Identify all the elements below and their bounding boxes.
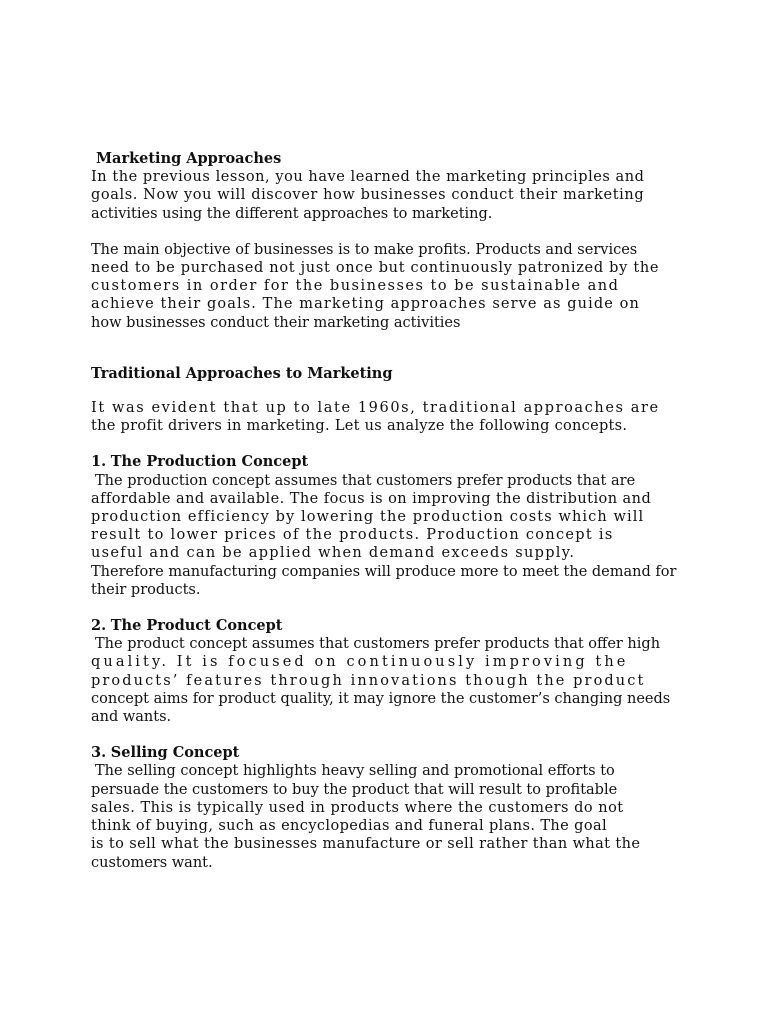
concept-section-selling xyxy=(91,744,691,871)
page-title: Marketing Approaches xyxy=(96,150,282,167)
intro-paragraph xyxy=(91,168,691,223)
concept-line: The product concept assumes that customers prefer products that offer high xyxy=(95,636,661,653)
concept-line: and wants. xyxy=(91,709,172,726)
concept-line: their products. xyxy=(91,581,201,598)
concept-line: sales. This is typically used in products where the customers do not xyxy=(91,799,624,816)
concept-title: Selling Concept xyxy=(110,744,240,762)
objective-paragraph xyxy=(91,241,691,332)
concept-line: is to sell what the businesses manufacture or sell rather than what the xyxy=(91,836,641,853)
intro-line: In the previous lesson, you have learned the marketing principles and xyxy=(91,169,645,186)
concept-line: useful and can be applied when demand exceeds supply. xyxy=(91,545,576,562)
concept-line: Therefore manufacturing companies will produce more to meet the demand for xyxy=(91,563,677,580)
concept-line: result to lower prices of the products. Production concept is xyxy=(91,527,614,544)
concept-title: The Production Concept xyxy=(110,453,309,471)
concept-line: think of buying, such as encyclopedias and funeral plans. The goal xyxy=(91,818,608,835)
objective-line: need to be purchased not just once but continuously patronized by the xyxy=(91,260,660,277)
traditional-line: It was evident that up to late 1960s, traditional approaches are xyxy=(91,400,660,417)
objective-line: The main objective of businesses is to make profits. Products and services xyxy=(91,241,638,258)
document-body xyxy=(91,150,691,890)
concept-line: The production concept assumes that customers prefer products that are xyxy=(95,472,636,489)
concept-line: products’ features through innovations though the product xyxy=(91,672,646,689)
concept-number: 1. xyxy=(91,453,107,471)
concept-section-production xyxy=(91,453,691,599)
concept-number: 3. xyxy=(91,744,107,762)
concept-heading xyxy=(91,617,691,635)
intro-line: activities using the different approaches to marketing. xyxy=(91,205,493,222)
concept-line: customers want. xyxy=(91,854,213,871)
concept-number: 2. xyxy=(91,617,107,635)
objective-line: customers in order for the businesses to be sustainable and xyxy=(91,278,620,295)
concept-heading xyxy=(91,744,691,762)
traditional-paragraph xyxy=(91,399,691,435)
concept-line: concept aims for product quality, it may ignore the customer’s changing needs xyxy=(91,690,671,707)
concept-line: production efficiency by lowering the production costs which will xyxy=(91,509,645,526)
concept-title: The Product Concept xyxy=(110,617,283,635)
objective-line: achieve their goals. The marketing approaches serve as guide on xyxy=(91,296,640,313)
concept-line: affordable and available. The focus is on improving the distribution and xyxy=(91,490,652,507)
concept-heading xyxy=(91,453,691,471)
concept-line: quality. It is focused on continuously improving the xyxy=(91,654,629,671)
intro-line: goals. Now you will discover how businesses conduct their marketing xyxy=(91,187,645,204)
concept-line: persuade the customers to buy the product that will result to profitable xyxy=(91,781,618,798)
concept-line: The selling concept highlights heavy selling and promotional efforts to xyxy=(95,763,615,780)
objective-line: how businesses conduct their marketing activities xyxy=(91,314,461,331)
section-heading-traditional: Traditional Approaches to Marketing xyxy=(91,364,393,382)
traditional-line: the profit drivers in marketing. Let us analyze the following concepts. xyxy=(91,418,628,435)
concept-section-product xyxy=(91,617,691,726)
